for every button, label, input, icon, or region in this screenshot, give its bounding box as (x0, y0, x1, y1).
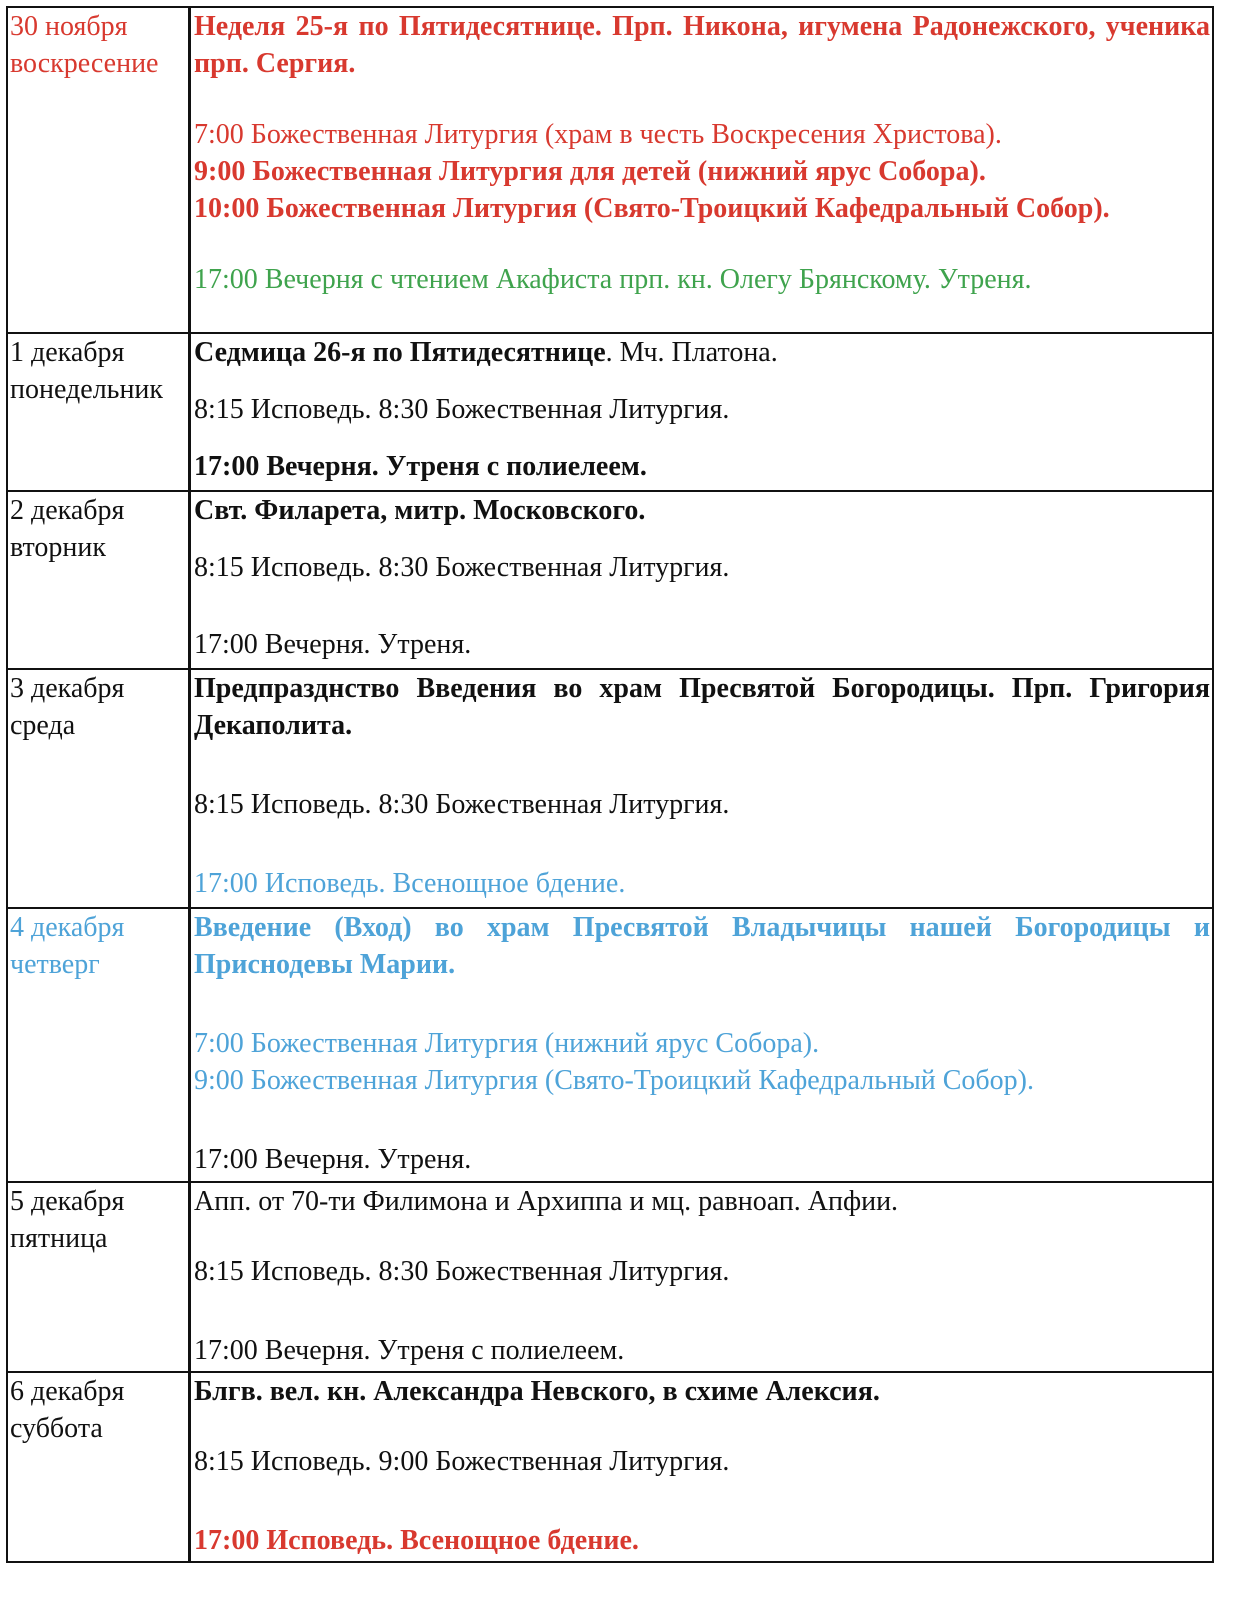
date-cell (7, 491, 190, 669)
date-cell (7, 1372, 190, 1562)
service-entry: 8:15 Исповедь. 8:30 Божественная Литургия. (194, 789, 730, 820)
service-entry: 17:00 Исповедь. Всенощное бдение. (194, 1525, 639, 1556)
service-entry: 17:00 Исповедь. Всенощное бдение. (194, 868, 626, 899)
date-cell (7, 1182, 190, 1372)
date-cell (7, 669, 190, 908)
text-part: Седмица 26-я по Пятидесятнице (194, 337, 606, 368)
weekday-label: воскресение (10, 48, 159, 79)
day-row (7, 1182, 1213, 1372)
feast-title: Блгв. вел. кн. Александра Невского, в схиме Алексия. (194, 1376, 880, 1407)
schedule-table (6, 6, 1214, 1563)
date-label: 4 декабря (10, 912, 125, 943)
day-row (7, 669, 1213, 908)
service-entry: 8:15 Исповедь. 8:30 Божественная Литургия. (194, 1256, 730, 1287)
date-label: 3 декабря (10, 673, 125, 704)
day-row (7, 1372, 1213, 1562)
service-entry: 8:15 Исповедь. 8:30 Божественная Литургия. (194, 552, 730, 583)
day-row (7, 491, 1213, 669)
service-entry: 17:00 Вечерня. Утреня. (194, 1144, 472, 1175)
weekday-label: среда (10, 710, 76, 741)
service-entry: 10:00 Божественная Литургия (Свято-Троицкий Кафедральный Собор). (194, 193, 1110, 224)
service-entry: 17:00 Вечерня. Утреня. (194, 629, 472, 660)
services-cell (190, 7, 1214, 333)
service-entry: 7:00 Божественная Литургия (нижний ярус Собора). (194, 1028, 820, 1059)
services-cell (190, 908, 1214, 1182)
day-row (7, 908, 1213, 1182)
weekday-label: понедельник (10, 374, 164, 405)
service-entry: 17:00 Вечерня. Утреня с полиелеем. (194, 1335, 625, 1366)
date-cell (7, 7, 190, 333)
day-row (7, 7, 1213, 333)
weekday-label: суббота (10, 1413, 103, 1444)
service-entry: 8:15 Исповедь. 8:30 Божественная Литургия. (194, 394, 730, 425)
service-entry: 7:00 Божественная Литургия (храм в честь Воскресения Христова). (194, 119, 1002, 150)
weekday-label: пятница (10, 1223, 108, 1254)
feast-title: Неделя 25-я по Пятидесятнице. Прп. Никона, игумена Радонежского, ученика прп. Сергия. (194, 11, 1210, 79)
services-cell (190, 1182, 1214, 1372)
services-cell (190, 1372, 1214, 1562)
services-cell (190, 333, 1214, 491)
service-entry: 17:00 Вечерня. Утреня с полиелеем. (194, 451, 647, 482)
services-cell (190, 669, 1214, 908)
feast-title: Введение (Вход) во храм Пресвятой Владычицы нашей Богородицы и Приснодевы Марии. (194, 912, 1210, 980)
service-entry: 9:00 Божественная Литургия для детей (нижний ярус Собора). (194, 156, 986, 187)
date-label: 1 декабря (10, 337, 125, 368)
date-cell (7, 333, 190, 491)
date-label: 6 декабря (10, 1376, 125, 1407)
feast-title: Апп. от 70-ти Филимона и Архиппа и мц. равноап. Апфии. (194, 1186, 899, 1217)
feast-title: Свт. Филарета, митр. Московского. (194, 495, 646, 526)
feast-title: Предпразднство Введения во храм Пресвятой Богородицы. Прп. Григория Декаполита. (194, 673, 1210, 741)
weekday-label: вторник (10, 532, 106, 563)
text-part: . Мч. Платона. (605, 337, 778, 368)
date-label: 5 декабря (10, 1186, 125, 1217)
service-entry: 9:00 Божественная Литургия (Свято-Троицкий Кафедральный Собор). (194, 1065, 1034, 1096)
weekday-label: четверг (10, 949, 100, 980)
service-entry: 17:00 Вечерня с чтением Акафиста прп. кн. Олегу Брянскому. Утреня. (194, 264, 1032, 295)
day-row (7, 333, 1213, 491)
service-entry: 8:15 Исповедь. 9:00 Божественная Литургия. (194, 1446, 730, 1477)
date-cell (7, 908, 190, 1182)
feast-title (194, 334, 1210, 371)
date-label: 2 декабря (10, 495, 125, 526)
date-label: 30 ноября (10, 11, 128, 42)
services-cell (190, 491, 1214, 669)
